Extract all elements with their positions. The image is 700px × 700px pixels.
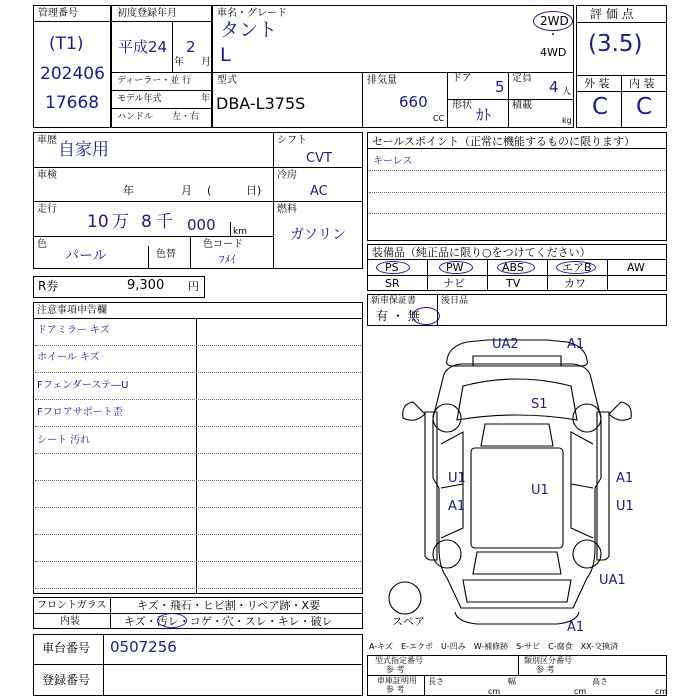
mileage-val3: 000	[187, 216, 216, 234]
warranty-no-circle	[412, 307, 440, 325]
reg-handle: ハンドル	[117, 112, 154, 122]
load-label: 積載	[512, 100, 532, 111]
note-item: シート 汚れ	[37, 434, 91, 446]
glass-label: フロントガラス	[37, 600, 107, 611]
ref-height: 高さ	[592, 677, 608, 686]
disp-label: 排気量	[367, 75, 397, 86]
mark-u1-center: U1	[531, 483, 549, 498]
fuel-value: ガソリン	[290, 227, 346, 243]
reg-month: 2	[186, 38, 196, 56]
ref-ref1: 参 考	[386, 665, 405, 674]
ac-value: AC	[310, 184, 328, 199]
mark-u1-right: U1	[616, 499, 634, 514]
ref-length-cm: cm	[488, 687, 501, 696]
equip-leather: カワ	[564, 277, 586, 290]
shape-label: 形状	[452, 100, 472, 111]
inspection-year: 年	[123, 184, 134, 197]
color-value: パール	[65, 248, 107, 264]
disp-unit: CC	[433, 114, 445, 123]
equip-abs: ABS	[502, 261, 524, 274]
mileage-label: 走行	[37, 204, 57, 215]
use-label: 車歴	[37, 135, 57, 146]
spare-label: スペア	[392, 615, 425, 628]
interior-opts: キズ・汚レ・コゲ・穴・スレ・キレ・破レ	[124, 615, 333, 628]
warranty-label: 新車保証書	[371, 296, 417, 306]
ref-width-cm: cm	[574, 687, 587, 696]
reg-era: 平成24	[118, 38, 168, 56]
recycle-label: R券	[38, 279, 59, 293]
color-change-label: 色替	[156, 249, 176, 260]
car-grade: L	[220, 44, 231, 66]
damage-legend: A-キズ E-エクボ U-凹み W-補修跡 S-サビ C-腐食 XX-交換済	[369, 642, 619, 651]
mgmt-num1: 202406	[40, 64, 105, 84]
equip-airbag: エアB	[562, 261, 592, 274]
note-item: ドアミラー キズ	[37, 325, 110, 336]
model-value: DBA-L375S	[216, 94, 306, 113]
inspection-paren: (	[207, 184, 212, 197]
reg-model-year: モデル年式	[117, 94, 162, 104]
sales-item1: キーレス	[373, 156, 413, 167]
note-item: Fフェンダーステ―U	[37, 379, 129, 391]
ref-category: 類別区分番号	[524, 656, 572, 665]
ac-label: 冷房	[277, 170, 297, 181]
shape-value: ｶﾄ	[476, 106, 492, 124]
notes-label: 注意事項申告欄	[37, 305, 107, 316]
mark-s1: S1	[531, 397, 548, 412]
reg-label: 初度登録年月	[117, 8, 177, 19]
disp-value: 660	[399, 93, 428, 111]
note-item: ホイール キズ	[37, 352, 100, 364]
capacity-value: 4	[549, 78, 559, 96]
door-label: ドア	[452, 73, 472, 84]
ref-width: 幅	[508, 677, 516, 686]
color-label: 色	[37, 239, 47, 250]
fuel-label: 燃料	[277, 204, 297, 215]
ref-length: 長さ	[428, 677, 444, 686]
mileage-man: 万	[112, 212, 129, 232]
mark-a1-left: A1	[448, 499, 466, 514]
shift-value: CVT	[306, 151, 332, 166]
mark-a1-right: A1	[616, 471, 634, 486]
shift-label: シフト	[277, 135, 307, 146]
eval-label: 評 価 点	[590, 7, 634, 21]
inspection-day: 日)	[246, 184, 262, 197]
mileage-val1: 10	[87, 212, 109, 232]
door-value: 5	[495, 78, 505, 96]
mark-ua1: UA1	[599, 573, 626, 588]
mileage-unit: km	[233, 227, 247, 237]
drive-2wd: 2WD	[540, 14, 569, 28]
equip-tv: TV	[506, 277, 521, 290]
after-day-label: 後日品	[441, 296, 469, 306]
equip-navi: ナビ	[443, 277, 465, 290]
recycle-box	[33, 276, 205, 298]
eval-int-label: 内 装	[629, 77, 655, 90]
model-label: 型式	[217, 75, 237, 86]
chassis-value: 0507256	[110, 638, 177, 656]
reg-month-suffix: 月	[201, 57, 211, 68]
registration-label: 登録番号	[42, 673, 91, 687]
color-code: ﾌﾒｲ	[219, 253, 236, 266]
mileage-val2: 8	[141, 212, 152, 232]
inspection-label: 車検	[37, 170, 57, 181]
eval-int: C	[636, 94, 653, 120]
mileage-sen: 千	[156, 212, 173, 232]
car-label: 車名・グレード	[217, 8, 287, 19]
chassis-label: 車台番号	[42, 641, 91, 655]
mark-a1-bottom: A1	[567, 620, 585, 635]
ref-designation: 型式指定番号	[375, 656, 423, 665]
equip-pw: PW	[446, 261, 464, 274]
recycle-unit: 円	[188, 280, 199, 293]
eval-ext-label: 外 装	[584, 77, 610, 90]
capacity-unit: 人	[562, 87, 572, 97]
equip-aw: AW	[627, 261, 645, 274]
drive-4wd: 4WD	[540, 46, 567, 59]
reg-box	[111, 5, 212, 128]
reg-handle-opts: 左・右	[172, 112, 200, 122]
eval-ext: C	[592, 94, 609, 120]
capacity-label: 定員	[512, 73, 532, 84]
reg-dealer: ディーラー・並 行	[117, 76, 192, 86]
mgmt-num2: 17668	[45, 93, 100, 113]
note-item: Fフロアサポート歪	[37, 407, 123, 419]
ref-cert: 車庫証明用	[377, 676, 417, 685]
reg-model-year-suffix: 年	[201, 94, 211, 104]
color-code-label: 色コード	[203, 239, 243, 250]
ref-ref2: 参 考	[536, 665, 555, 674]
warranty-value: 有 ・ 無	[376, 309, 420, 323]
drive-sep: ・	[548, 30, 558, 41]
load-unit: kg	[562, 116, 572, 125]
equip-ps: PS	[385, 261, 399, 274]
use-value: 自家用	[58, 140, 109, 160]
sales-label: セールスポイント（正常に機能するものに限ります）	[372, 135, 636, 148]
eval-score: (3.5)	[588, 31, 643, 57]
ref-ref3: 参 考	[386, 685, 405, 694]
equip-label: 装備品（純正品に限り○をつけてください）	[372, 246, 591, 259]
equip-sr: SR	[385, 277, 400, 290]
reg-year-suffix: 年	[174, 57, 184, 68]
interior-dirt-circle	[157, 613, 187, 628]
glass-opts: キズ・飛石・ヒビ割・リペア跡・X要	[137, 599, 321, 612]
mark-ua2: UA2	[492, 337, 519, 352]
interior-label: 内装	[60, 616, 80, 627]
inspection-month: 月	[181, 184, 192, 197]
mark-u1-left: U1	[448, 471, 466, 486]
mgmt-t1: (T1)	[49, 34, 84, 54]
car-name: タント	[220, 19, 278, 41]
recycle-value: 9,300	[127, 278, 165, 293]
mark-a1-top: A1	[567, 337, 585, 352]
mgmt-label: 管理番号	[38, 8, 78, 19]
ref-height-cm: cm	[655, 687, 668, 696]
